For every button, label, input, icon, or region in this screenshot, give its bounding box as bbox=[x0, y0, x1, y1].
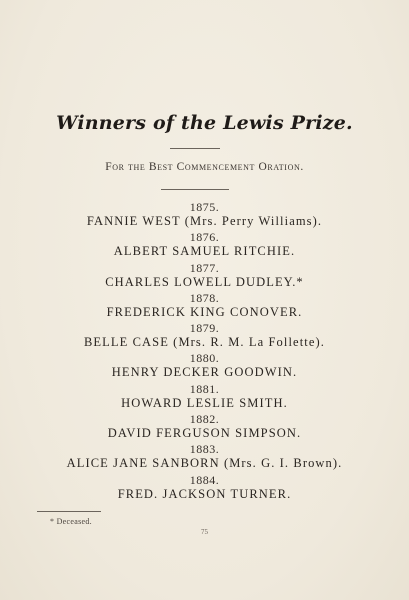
winner-entry-1881 bbox=[0, 383, 409, 413]
footnote: * Deceased. bbox=[50, 517, 92, 526]
winner-name: CHARLES LOWELL DUDLEY.* bbox=[105, 274, 304, 289]
winner-name: FREDERICK KING CONOVER. bbox=[106, 304, 303, 319]
winner-entry-1876 bbox=[0, 231, 409, 261]
winner-year: 1876. bbox=[189, 230, 220, 245]
winner-name: HOWARD LESLIE SMITH. bbox=[121, 395, 288, 410]
winner-name: DAVID FERGUSON SIMPSON. bbox=[107, 426, 302, 441]
winner-year: 1878. bbox=[189, 290, 220, 305]
winner-entry-1880 bbox=[0, 352, 409, 382]
winner-name: ALICE JANE SANBORN (Mrs. G. I. Brown). bbox=[66, 456, 343, 471]
winners-list bbox=[0, 201, 409, 504]
title-divider bbox=[170, 148, 220, 149]
winner-entry-1882 bbox=[0, 413, 409, 443]
winner-year: 1875. bbox=[189, 200, 220, 214]
winner-name: BELLE CASE (Mrs. R. M. La Follette). bbox=[84, 335, 325, 350]
winner-year: 1877. bbox=[189, 260, 220, 275]
winner-entry-1875 bbox=[0, 201, 409, 231]
winner-name: FRED. JACKSON TURNER. bbox=[117, 486, 292, 501]
winner-name: HENRY DECKER GOODWIN. bbox=[111, 365, 298, 380]
winner-year: 1881. bbox=[189, 381, 220, 396]
footnote-divider bbox=[37, 511, 101, 512]
winner-year: 1882. bbox=[189, 412, 220, 427]
winner-year: 1883. bbox=[189, 442, 220, 457]
winner-year: 1880. bbox=[189, 351, 220, 366]
page-title: Winners of the Lewis Prize. bbox=[56, 112, 353, 134]
winner-name: FANNIE WEST (Mrs. Perry Williams). bbox=[86, 214, 323, 228]
winner-entry-1883 bbox=[0, 443, 409, 473]
winner-entry-1878 bbox=[0, 292, 409, 322]
page-subtitle: For the Best Commencement Oration. bbox=[105, 161, 304, 173]
winner-entry-1877 bbox=[0, 262, 409, 292]
winner-entry-1884 bbox=[0, 474, 409, 504]
winner-year: 1884. bbox=[189, 472, 220, 487]
winner-name: ALBERT SAMUEL RITCHIE. bbox=[113, 244, 296, 259]
winner-year: 1879. bbox=[189, 321, 220, 336]
page-number: 75 bbox=[201, 528, 208, 536]
subtitle-divider bbox=[161, 189, 229, 190]
winner-entry-1879 bbox=[0, 322, 409, 352]
